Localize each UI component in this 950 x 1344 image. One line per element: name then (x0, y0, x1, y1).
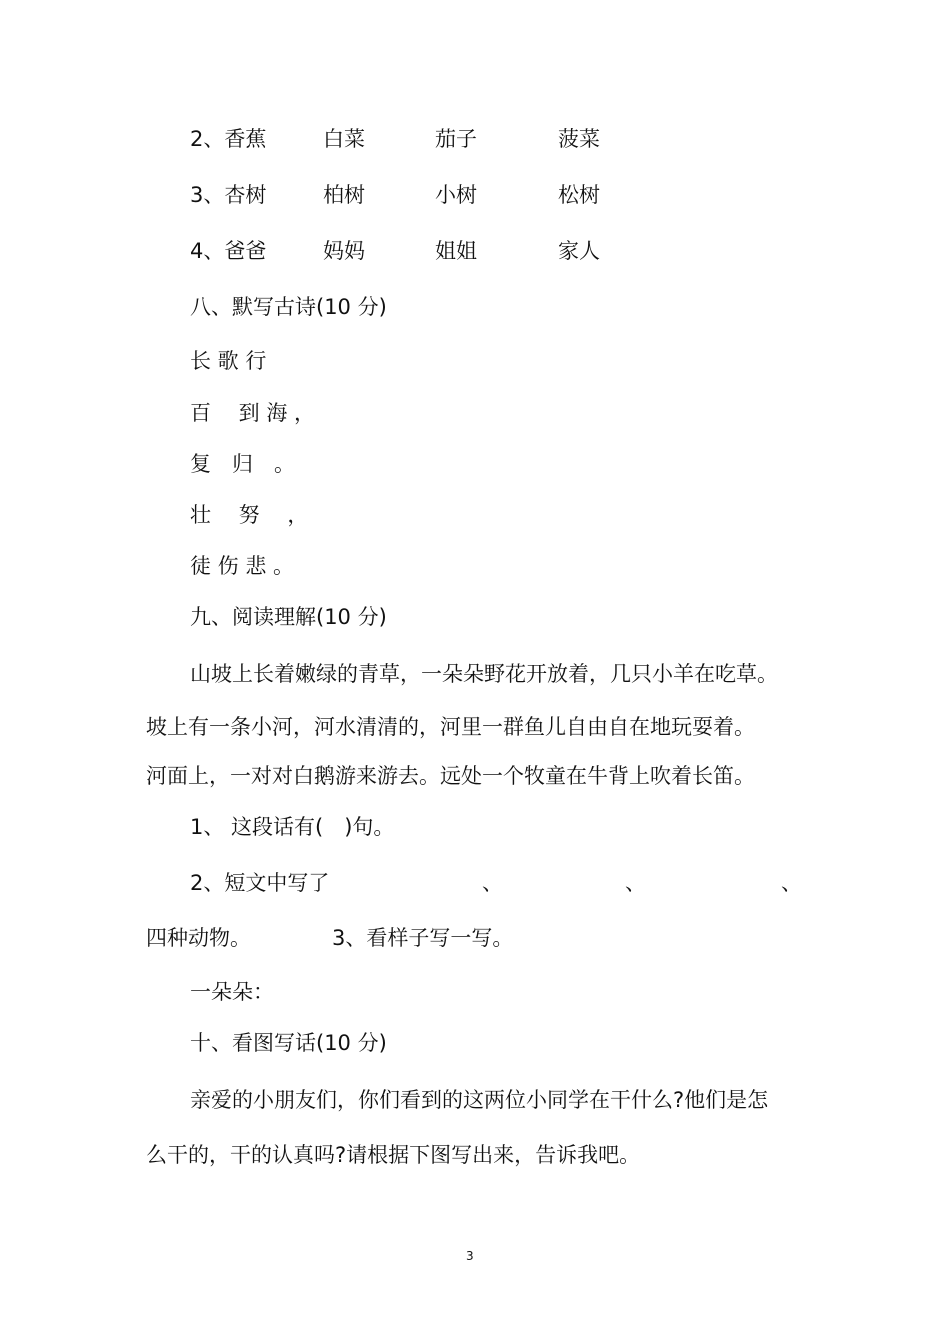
question-3: 3、看样子写一写。 (332, 926, 514, 950)
row-item: 3、杏树 (190, 183, 267, 207)
section-8-heading: 八、默写古诗(10 分) (190, 295, 387, 319)
example-label: 一朵朵： (190, 980, 274, 1004)
row-item: 小树 (435, 183, 477, 207)
poem-line: 复 归 。 (190, 452, 295, 476)
poem-line: 徒 伤 悲 。 (190, 554, 295, 578)
row-item: 姐姐 (435, 239, 477, 263)
row-item: 松树 (558, 183, 600, 207)
passage-line: 山坡上长着嫩绿的青草，一朵朵野花开放着，几只小羊在吃草。 (190, 662, 778, 686)
row-item: 白菜 (323, 127, 365, 151)
classify-row (0, 238, 950, 264)
question-1: 1、 这段话有( )句。 (190, 815, 395, 839)
question-2: 2、短文中写了 (190, 871, 330, 895)
row-item: 柏树 (323, 183, 365, 207)
instruction-line: 亲爱的小朋友们，你们看到的这两位小同学在干什么?他们是怎 (190, 1088, 769, 1112)
page-number: 3 (466, 1249, 474, 1263)
poem-line: 百 到 海 ， (190, 401, 316, 425)
poem-line: 壮 努 ， (190, 503, 309, 527)
row-item: 茄子 (435, 127, 477, 151)
blank-separator: 、 (482, 871, 503, 895)
passage-line: 河面上，一对对白鹅游来游去。远处一个牧童在牛背上吹着长笛。 (146, 764, 755, 788)
row-item: 2、香蕉 (190, 127, 267, 151)
row-item: 家人 (558, 239, 600, 263)
section-9-heading: 九、阅读理解(10 分) (190, 605, 387, 629)
classify-row (0, 182, 950, 208)
row-item: 4、爸爸 (190, 239, 267, 263)
instruction-line: 么干的，干的认真吗?请根据下图写出来，告诉我吧。 (146, 1143, 641, 1167)
section-10-heading: 十、看图写话(10 分) (190, 1031, 387, 1055)
passage-line: 坡上有一条小河，河水清清的，河里一群鱼儿自由自在地玩耍着。 (146, 715, 755, 739)
question-2-suffix: 四种动物。 (146, 926, 251, 950)
row-item: 菠菜 (558, 127, 600, 151)
blank-separator: 、 (781, 871, 802, 895)
row-item: 妈妈 (323, 239, 365, 263)
poem-title: 长 歌 行 (190, 349, 267, 373)
classify-row (0, 126, 950, 152)
blank-separator: 、 (625, 871, 646, 895)
